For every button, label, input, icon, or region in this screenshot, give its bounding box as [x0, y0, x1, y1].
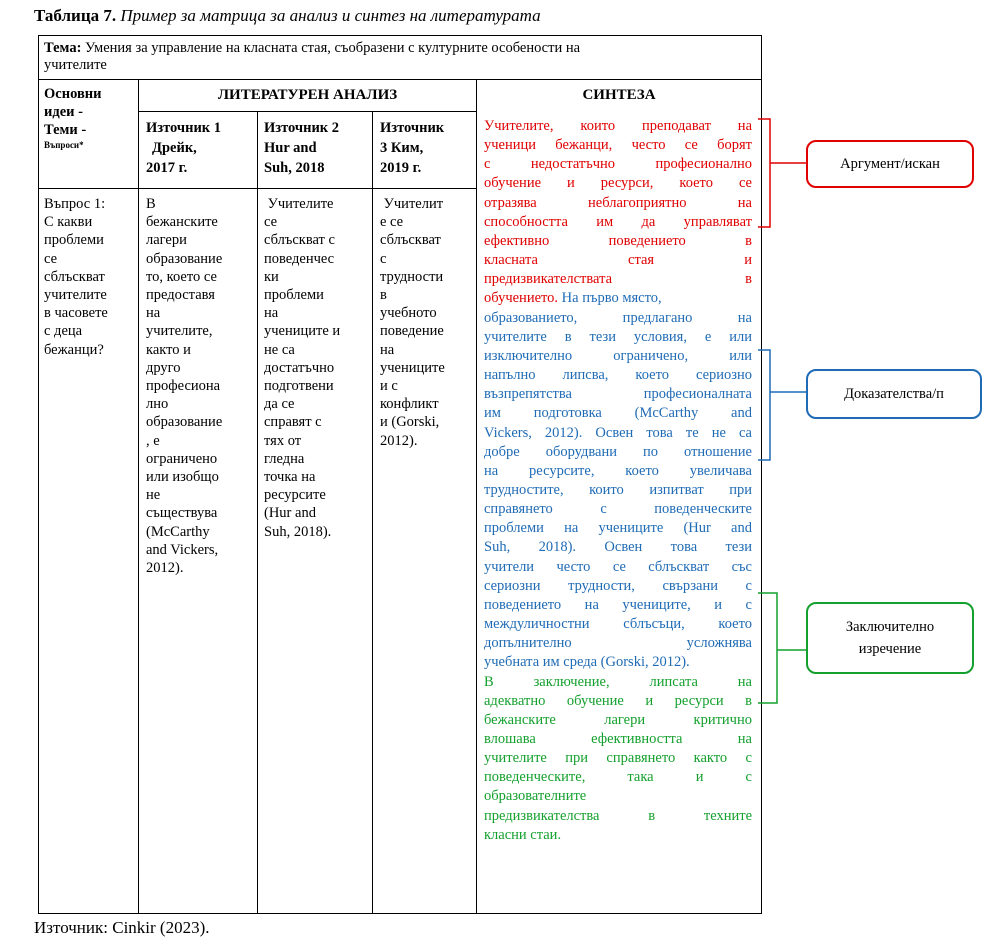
cell-line: С какви — [44, 214, 93, 231]
cell-line: 2012). — [380, 432, 418, 449]
synthesis-line: възпрепятства професионалната — [484, 386, 752, 403]
synthesis-line-part: обучението. — [484, 290, 559, 307]
cell-line: друго — [146, 359, 181, 376]
synthesis-line: предизвикателствата в — [484, 271, 752, 288]
cell-line: не са — [264, 341, 295, 358]
synthesis-line: Suh, 2018). Освен това тези — [484, 539, 752, 556]
evidence-callout-label: Доказателства/п — [844, 386, 944, 402]
synthesis-line: с недостатъчно професионално — [484, 156, 752, 173]
cell-line: поведенчес — [264, 250, 335, 267]
cell-line: на — [264, 305, 279, 322]
synthesis-line: ученици бежанци, често се борят — [484, 137, 752, 154]
synthesis-line: бежанските лагери критично — [484, 711, 752, 728]
synthesis-line: им подготовка (McCarthy and — [484, 405, 752, 422]
argument-callout-label: Аргумент/искан — [840, 156, 940, 172]
main-ideas-line: Въпроси* — [44, 140, 84, 150]
source-header-line: Източник — [380, 120, 445, 136]
synthesis-line: проблеми на учениците (Hur and — [484, 520, 752, 537]
cell-line: and Vickers, — [146, 541, 219, 558]
source-header-line: 2019 г. — [380, 160, 422, 176]
synthesis-header: СИНТЕЗА — [582, 87, 656, 103]
cell-line: Учителит — [380, 196, 444, 212]
cell-line: 2012). — [146, 560, 184, 577]
cell-line: конфликт — [380, 396, 439, 413]
synthesis-line: поведението на учениците, и с — [484, 596, 752, 613]
cell-line: , е — [146, 432, 160, 449]
argument-bracket — [758, 119, 770, 227]
synthesis-line: напълно липсва, което сериозно — [484, 367, 752, 384]
source-header-line: Източник 2 — [264, 120, 340, 136]
main-ideas-line: Теми - — [44, 122, 87, 138]
synthesis-line: учителите при справянето както с — [484, 750, 752, 767]
source-header-line: Източник 1 — [146, 120, 222, 136]
cell-line: подготвени — [264, 378, 334, 395]
synthesis-line-part: На първо място, — [558, 290, 662, 307]
cell-line: съществува — [146, 505, 218, 522]
cell-line: Suh, 2018). — [264, 523, 332, 540]
cell-line: точка на — [264, 469, 316, 486]
synthesis-line: ефективно поведението в — [484, 232, 752, 249]
cell-line: на — [380, 341, 395, 358]
synthesis-line: учителите в тези условия, е или — [484, 328, 752, 345]
conclusion-callout-line: Заключително — [845, 619, 935, 635]
source-header-line: Дрейк, — [152, 140, 197, 156]
conclusion-callout — [806, 602, 974, 674]
cell-line: с деца — [44, 323, 83, 340]
cell-line: Въпрос 1: — [44, 196, 106, 212]
cell-line: да се — [264, 396, 295, 413]
cell-line: тях от — [264, 432, 302, 449]
synthesis-line: отразява неблагоприятно на — [484, 194, 752, 211]
conclusion-callout-line: изречение — [858, 641, 922, 657]
cell-line: учениците — [380, 359, 445, 376]
cell-line: сблъскват с — [264, 232, 335, 249]
cell-line: сблъскват — [44, 268, 105, 285]
cell-line: лно — [146, 396, 169, 413]
cell-line: учебното — [380, 305, 437, 322]
source-header-line: 3 Ким, — [380, 140, 424, 156]
cell-line: и (Gorski, — [380, 414, 440, 431]
synthesis-line: на ресурсите, което увеличава — [484, 462, 752, 479]
synthesis-line: трудностите, които изпитват при — [484, 481, 752, 498]
source-header-line: 2017 г. — [146, 160, 188, 176]
cell-line: предоставя — [146, 287, 215, 304]
cell-line: се — [264, 214, 278, 231]
synthesis-line: сериозни трудности, свързани с — [484, 577, 752, 594]
cell-line: не — [146, 487, 161, 504]
cell-line: (McCarthy — [146, 523, 210, 540]
cell-line: образование — [146, 414, 223, 431]
synthesis-line: класната стая и — [484, 252, 752, 269]
topic-text: Умения за управление на класната стая, съобразени с културните особености на — [85, 40, 581, 56]
topic-text-line2: учителите — [44, 57, 107, 73]
cell-line: проблеми — [44, 232, 104, 249]
synthesis-line: влошава ефективността на — [484, 731, 752, 747]
cell-line: справят с — [264, 414, 322, 431]
synthesis-line: образованието, предлагано на — [484, 309, 752, 326]
topic-label: Тема: — [44, 40, 82, 56]
synthesis-line: обучение и ресурси, което се — [484, 175, 752, 192]
synthesis-line: справянето с поведенческите — [484, 501, 752, 518]
cell-line: В — [146, 196, 156, 212]
cell-line: се — [44, 250, 58, 267]
cell-line: гледна — [264, 450, 305, 467]
synthesis-line: предизвикателства в техните — [484, 807, 752, 824]
synthesis-line: добре оборудвани по отношение — [484, 443, 752, 460]
synthesis-line: образователните — [484, 788, 587, 805]
cell-line: бежанските — [146, 214, 218, 231]
synthesis-line: изключително ограничено, или — [484, 347, 752, 364]
caption-title: Пример за матрица за анализ и синтез на литературата — [120, 6, 541, 25]
cell-line: поведение — [380, 323, 444, 340]
synthesis-line: учебната им среда (Gorski, 2012). — [484, 654, 690, 671]
cell-line: в — [380, 287, 387, 304]
synthesis-line: допълнително усложнява — [484, 635, 752, 652]
synthesis-line: класни стаи. — [484, 826, 562, 843]
cell-line: (Hur and — [264, 505, 316, 522]
synthesis-line: Учителите, които преподават на — [484, 118, 752, 134]
synthesis-line: адекватно обучение и ресурси в — [484, 692, 752, 709]
cell-line: на — [146, 305, 161, 322]
cell-line: учениците и — [264, 323, 341, 340]
cell-line: професиона — [146, 378, 221, 395]
cell-line: проблеми — [264, 287, 324, 304]
cell-line: учителите — [44, 287, 107, 304]
source-header-line: Hur and — [264, 140, 317, 156]
cell-line: лагери — [146, 232, 187, 249]
caption-label: Таблица 7. — [34, 6, 117, 25]
cell-line: ограничено — [146, 450, 218, 467]
cell-line: учителите, — [146, 323, 213, 340]
cell-line: и с — [380, 378, 398, 395]
cell-line: в часовете — [44, 305, 108, 322]
evidence-callout — [806, 369, 982, 419]
main-ideas-line: Основни — [44, 86, 102, 102]
synthesis-line: поведенческите, така и с — [484, 769, 752, 786]
synthesis-line: способността им да управляват — [484, 213, 752, 230]
conclusion-bracket — [758, 593, 777, 703]
cell-line: Учителите — [264, 196, 334, 212]
analysis-header: ЛИТЕРАТУРЕН АНАЛИЗ — [217, 87, 398, 103]
cell-line: ки — [264, 268, 279, 285]
synthesis-line: междуличностни сблъсъци, което — [484, 616, 752, 633]
cell-line: с — [380, 250, 387, 267]
synthesis-line: Vickers, 2012). Освен това те не са — [484, 424, 752, 441]
cell-line: образование — [146, 250, 223, 267]
cell-line: е се — [380, 214, 404, 231]
synthesis-line: В заключение, липсата на — [484, 673, 752, 690]
cell-line: ресурсите — [264, 487, 326, 504]
cell-line: сблъскват — [380, 232, 441, 249]
synthesis-line: учители често се сблъскват със — [484, 558, 752, 575]
main-ideas-line: идеи - — [44, 104, 83, 120]
source-footer: Източник: Cinkir (2023). — [34, 918, 210, 937]
cell-line: или изобщо — [146, 469, 219, 486]
evidence-bracket — [758, 350, 770, 460]
source-header-line: Suh, 2018 — [264, 160, 325, 176]
cell-line: бежанци? — [44, 341, 104, 358]
cell-line: то, което се — [146, 268, 217, 285]
cell-line: трудности — [380, 268, 444, 285]
cell-line: както и — [146, 341, 191, 358]
argument-callout — [806, 140, 974, 188]
cell-line: достатъчно — [264, 359, 335, 376]
